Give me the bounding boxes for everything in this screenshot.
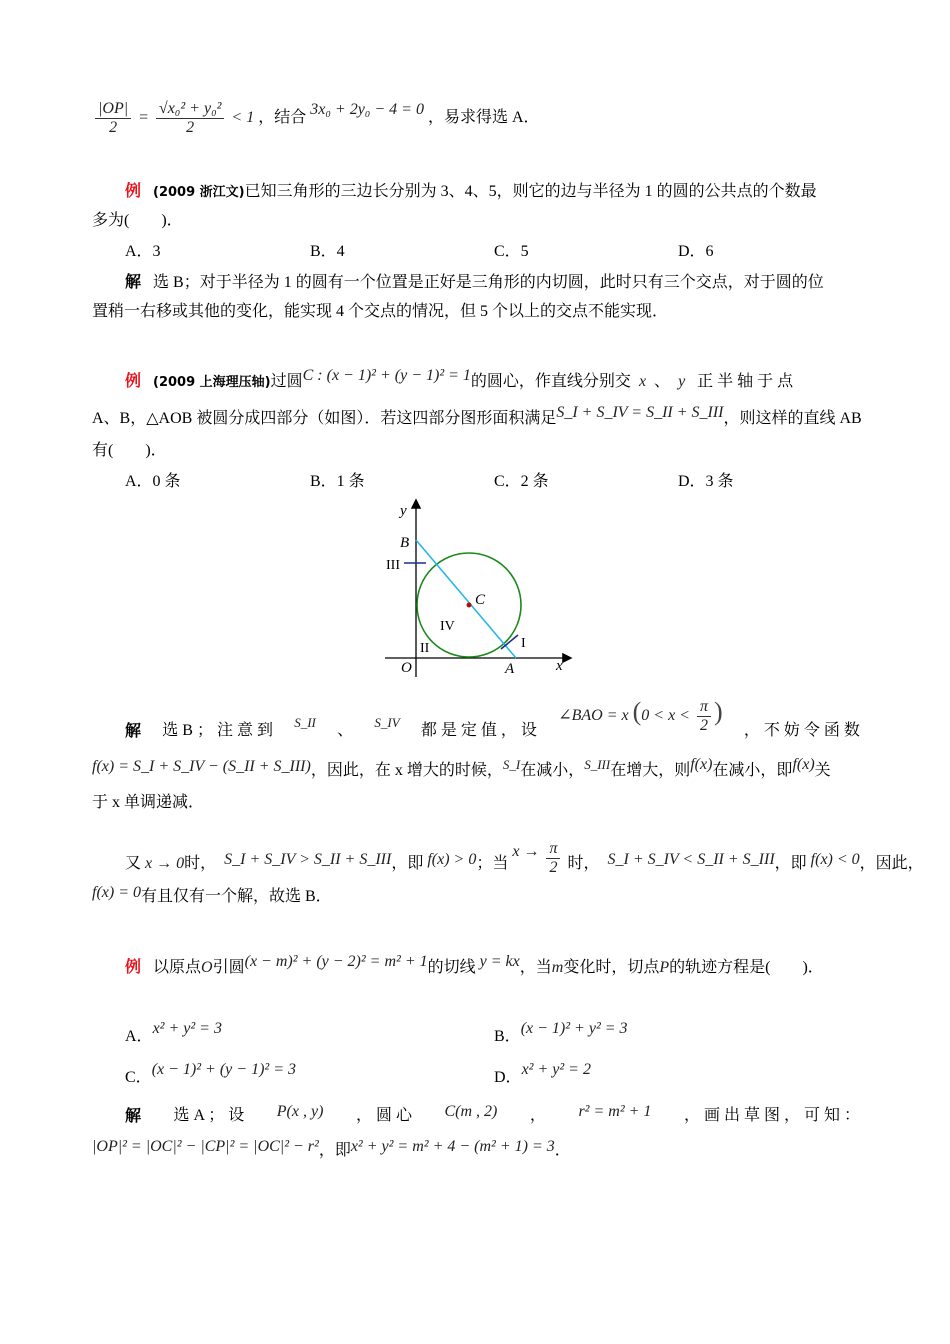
- y-axis-symbol: y: [678, 373, 686, 390]
- ex1-solution-line1: [125, 271, 824, 294]
- ex1-question-text: 已知三角形的三边长分别为 3、4、5，则它的边与半径为 1 的圆的公共点的个数最: [244, 183, 817, 200]
- ex1-option-c: C．5: [494, 243, 529, 260]
- center-definition: C(m , 2): [444, 1103, 498, 1120]
- ex2-text: 正 半 轴 于 点: [697, 373, 794, 390]
- ex2-solution-text: 有且仅有一个解，故选 B．: [141, 888, 332, 905]
- top-formula-line: [92, 100, 540, 137]
- ex2-solution-text: ；当: [476, 855, 509, 873]
- label-region-i: I: [521, 636, 526, 651]
- ex1-line1: [125, 180, 817, 204]
- option-equation: (x − 1)² + y² = 3: [520, 1020, 628, 1037]
- two: 2: [549, 859, 558, 876]
- sqrt-denominator: 2: [186, 119, 195, 136]
- ex2-solution-text: ，因此，在 x 增大的时候，: [310, 762, 503, 779]
- ex2-solution-text: 都 是 定 值 ， 设: [420, 721, 537, 739]
- sqrt-fraction: [156, 100, 225, 137]
- point-o: O: [201, 959, 213, 976]
- ex1-solution-text: 选 B；对于半径为 1 的圆有一个位置是正好是三角形的内切圆，此时只有三个交点，对于圆的位: [153, 274, 824, 291]
- inequality-1: S_I + S_IV > S_II + S_III: [224, 851, 392, 869]
- center-point: [467, 603, 472, 608]
- less-than-one: < 1: [231, 109, 255, 127]
- ex2-text: 过圆: [270, 373, 303, 390]
- ex2-line2: [92, 404, 862, 430]
- ex1-option-d: D．6: [678, 243, 714, 260]
- ex1-question-end: 多为( )．: [92, 212, 183, 229]
- ex2-solution-line1: [125, 697, 860, 749]
- ex3-text: 引圆: [212, 959, 245, 976]
- x-axis-symbol: x: [638, 373, 647, 390]
- geometry-figure: [380, 495, 580, 680]
- ex2-option-c: C．2 条: [494, 473, 549, 490]
- solution-label: 解: [125, 272, 142, 291]
- ex2-solution-text: 在增大，则: [610, 762, 691, 779]
- ex3-solution-text: ， 画 出 草 图 ， 可 知 ：: [683, 1107, 860, 1124]
- conclusion-text: ，易求得选 A．: [427, 109, 540, 127]
- label-region-ii: II: [420, 641, 430, 656]
- ex2-solution-line5: [92, 886, 332, 908]
- pi-over-2: [546, 840, 560, 877]
- f-negative: f(x) < 0: [810, 851, 860, 869]
- option-equation: (x − 1)² + (y − 1)² = 3: [151, 1061, 296, 1078]
- ex3-text: ，当: [519, 959, 552, 976]
- example-label: 例: [125, 371, 142, 390]
- ex3-solution-text: ，即: [318, 1142, 351, 1159]
- op-distance-equation: |OP|² = |OC|² − |CP|² = |OC|² − r²: [92, 1138, 319, 1155]
- separator: 、: [337, 721, 354, 739]
- label-region-iv: IV: [440, 619, 455, 634]
- pi-symbol: π: [697, 698, 711, 717]
- ex3-solution-text: ， 圆 心: [355, 1107, 412, 1124]
- label-b: B: [400, 535, 410, 551]
- separator: ，: [529, 1107, 546, 1124]
- ex1-solution-text-2: 置稍一右移或其他的变化，能实现 4 个交点的情况，但 5 个以上的交点不能实现．: [92, 303, 669, 320]
- x-to-pi-over-2: [512, 840, 567, 876]
- ex2-option-b: B．1 条: [310, 473, 365, 490]
- fraction-numerator: |OP|: [95, 100, 131, 119]
- s-iii-symbol: S_III: [584, 757, 611, 772]
- line-equation: 3x₀ + 2y₀ − 4 = 0: [310, 101, 424, 119]
- point-p-definition: P(x , y): [276, 1103, 324, 1120]
- option-label: C．: [125, 1069, 152, 1086]
- label-x: x: [556, 658, 563, 674]
- solution-label: 解: [125, 1106, 142, 1125]
- ex2-solution-line3: 于 x 单调递减．: [92, 794, 205, 811]
- s-ii-symbol: S_II: [294, 714, 316, 730]
- s-i-symbol: S_I: [502, 757, 521, 772]
- ex2-solution-text: ， 不 妨 令 函 数: [743, 721, 860, 739]
- f-of-x: f(x): [690, 756, 713, 773]
- ex3-text: 的切线: [427, 959, 476, 976]
- x-to: x →: [512, 843, 540, 861]
- ex3-solution-text: 选 A ； 设: [173, 1107, 245, 1124]
- pi-symbol: π: [546, 840, 560, 859]
- ex2-option-a: A．0 条: [125, 473, 181, 490]
- option-label: D．: [494, 1069, 522, 1086]
- example-label: 例: [125, 957, 142, 976]
- point-p: P: [659, 959, 670, 976]
- ex2-solution-text: ，即: [774, 855, 807, 873]
- option-equation: x² + y² = 2: [521, 1061, 591, 1078]
- ex3-option-b: [494, 1020, 628, 1048]
- label-o: O: [401, 660, 412, 676]
- two: 2: [699, 717, 708, 734]
- tangent-line-equation: y = kx: [479, 953, 520, 970]
- ex2-text: 的圆心，作直线分别交: [470, 373, 631, 390]
- ex2-question-end: 有( )．: [92, 442, 167, 459]
- ex2-solution-text: 又: [125, 855, 142, 873]
- circle-equation: (x − m)² + (y − 2)² = m² + 1: [244, 953, 428, 970]
- op-over-2-fraction: [95, 100, 131, 137]
- label-a: A: [505, 661, 515, 677]
- example-source: (2009 浙江文): [153, 185, 245, 200]
- ex3-text: 的轨迹方程是( )．: [669, 959, 824, 976]
- period: ．: [554, 1142, 571, 1159]
- ex1-option-b: B．4: [310, 243, 345, 260]
- ex2-text: ，则这样的直线 AB: [723, 410, 862, 427]
- ex3-text: 以原点: [153, 959, 202, 976]
- label-region-iii: III: [386, 558, 400, 573]
- inequality-2: S_I + S_IV < S_II + S_III: [607, 851, 775, 869]
- label-y: y: [400, 503, 407, 519]
- ex2-solution-text: ，即: [391, 855, 424, 873]
- ex2-solution-text: 时，: [184, 855, 217, 873]
- option-label: A．: [125, 1028, 153, 1045]
- ex2-text: A、B，△AOB 被圆分成四部分（如图）．若这四部分图形面积满足: [92, 410, 557, 427]
- ex3-line1: [125, 953, 824, 979]
- function-definition: f(x) = S_I + S_IV − (S_II + S_III): [92, 758, 311, 775]
- ex2-solution-text: 关: [814, 762, 831, 779]
- option-equation: x² + y² = 3: [152, 1020, 222, 1037]
- ex3-solution-line1: [125, 1105, 860, 1127]
- ex3-option-d: [494, 1061, 591, 1089]
- circle-equation: C : (x − 1)² + (y − 1)² = 1: [302, 367, 471, 384]
- ex1-option-a: A．3: [125, 243, 161, 260]
- pi-over-2: [697, 698, 711, 735]
- ex2-solution-text: ，因此，: [859, 855, 924, 873]
- f-positive: f(x) > 0: [427, 851, 477, 869]
- ex2-solution-line2: [92, 756, 831, 782]
- ex2-option-d: D．3 条: [678, 473, 734, 490]
- locus-equation: x² + y² = m² + 4 − (m² + 1) = 3: [350, 1138, 555, 1155]
- ex2-solution-text: 在减小，即: [712, 762, 793, 779]
- f-of-x: f(x): [792, 756, 815, 773]
- ex2-solution-text: 时，: [567, 855, 600, 873]
- ex2-solution-text: 选 B ； 注 意 到: [162, 721, 273, 739]
- ex3-option-a: [125, 1020, 222, 1048]
- ex3-text: 变化时，切点: [563, 959, 660, 976]
- combine-text: ，结合: [258, 109, 307, 127]
- angle-equation: ∠BAO = x: [558, 707, 629, 725]
- ex3-solution-line2: [92, 1140, 571, 1162]
- ex2-solution-line4: [125, 840, 924, 883]
- fraction-denominator: 2: [109, 119, 118, 136]
- f-zero: f(x) = 0: [92, 884, 141, 901]
- ex2-line1: [125, 367, 794, 394]
- example-label: 例: [125, 181, 142, 200]
- solution-label: 解: [125, 720, 142, 740]
- s-iv-symbol: S_IV: [374, 714, 400, 730]
- equals-sign: =: [138, 109, 149, 127]
- angle-range: 0 < x <: [641, 707, 690, 725]
- ex3-option-c: [125, 1061, 296, 1089]
- param-m: m: [551, 959, 564, 976]
- separator: 、: [654, 373, 671, 390]
- x-to-zero: x → 0: [145, 855, 185, 873]
- option-label: B．: [494, 1028, 521, 1045]
- example-source: (2009 上海理压轴): [153, 375, 271, 390]
- angle-definition: ∠BAO = x (0 < x < $\frac{\pi}{2}$ ): [558, 697, 723, 734]
- sqrt-numerator: √x₀² + y₀²: [156, 100, 225, 119]
- label-c: C: [475, 592, 486, 608]
- area-equation: S_I + S_IV = S_II + S_III: [556, 404, 724, 421]
- ex2-solution-text: 在减小，: [520, 762, 585, 779]
- radius-definition: r² = m² + 1: [578, 1103, 652, 1120]
